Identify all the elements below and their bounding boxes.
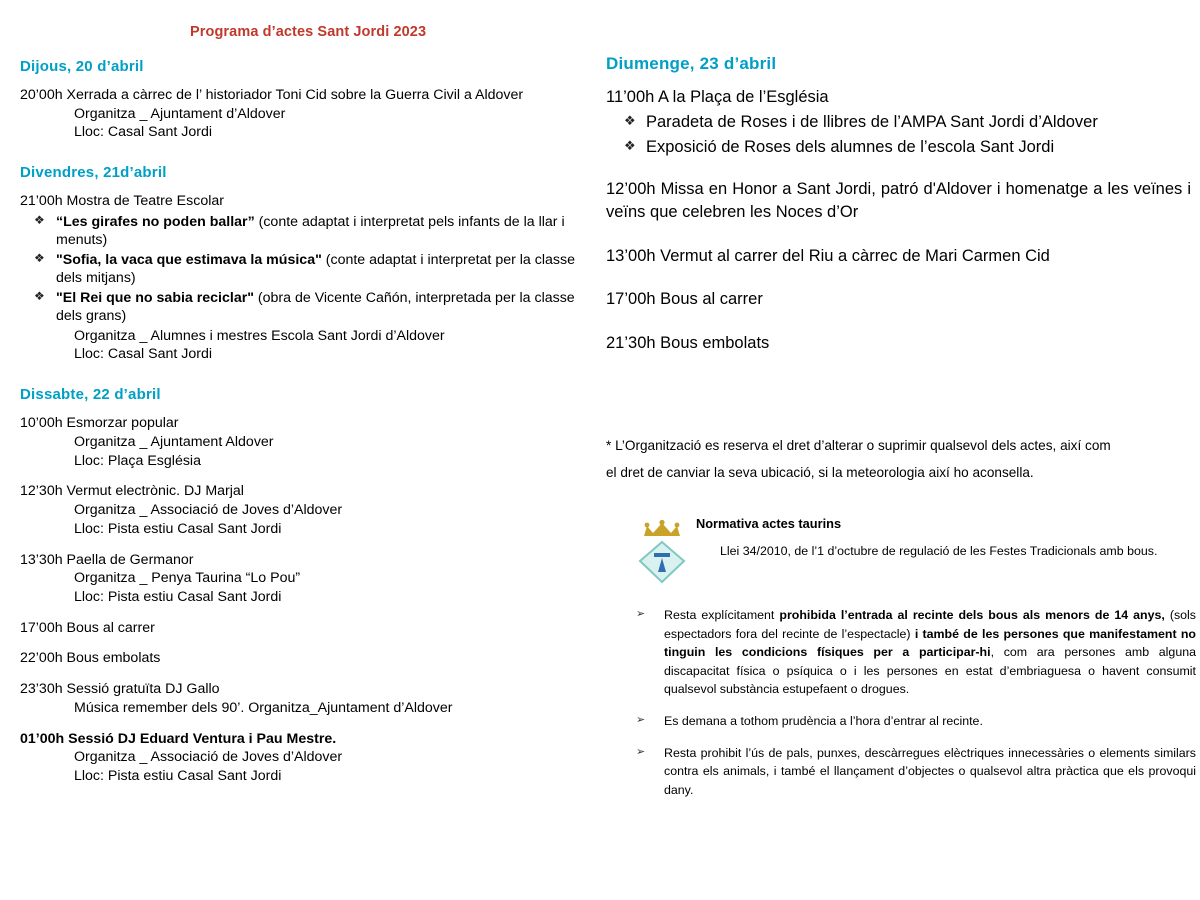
diamond-bullet-icon: ❖ (624, 113, 636, 129)
diamond-bullet-icon: ❖ (34, 288, 45, 303)
entry-main-text: 22’00h Bous embolats (20, 650, 161, 667)
day-heading: Divendres, 21d’abril (20, 164, 167, 182)
bull-rules-list (606, 606, 1196, 799)
list-item-detail: (obra de Vicente Cañón, interpretada per la classe dels grans) (56, 289, 575, 325)
rule-text: , com ara persones amb alguna discapacitat física o psíquica o i les persones en estat d’embriaguesa o havent consumit qualsevol substància estupefaent o drogues. (664, 645, 1196, 697)
schedule-entry (606, 245, 1191, 268)
list-item-label: Paradeta de Roses i de llibres de l’AMPA Sant Jordi d’Aldover (646, 113, 1098, 132)
list-item (606, 744, 1196, 800)
entry-bullet-list (20, 213, 590, 326)
schedule-entry (606, 86, 1191, 158)
bull-rules-header (606, 516, 1196, 592)
rule-text: Es demana a tothom prudència a l’hora d’entrar al recinte. (664, 714, 983, 729)
day-heading: Dijous, 20 d’abril (20, 58, 144, 75)
entry-main-text: 20’00h Xerrada a càrrec de l’ historiador Toni Cid sobre la Guerra Civil a Aldover (20, 87, 524, 103)
disclaimer-line-2: el dret de canviar la seva ubicació, si la meteorologia així ho aconsella. (606, 465, 1034, 481)
diamond-bullet-icon: ❖ (34, 250, 45, 265)
entry-main-text: 12’00h Missa en Honor a Sant Jordi, patró d'Aldover i homenatge a les veïnes i veïns que celebren les Noces d’Or (606, 179, 1191, 222)
entry-sub-text: Organitza _ Ajuntament d’Aldover (74, 105, 286, 122)
rule-emphasis: i també de les persones que manifestament no tinguin les condicions físiques per a participar-hi (664, 626, 1196, 660)
entry-sub-text: Organitza _ Ajuntament Aldover (74, 433, 274, 450)
entry-sub-text: Lloc: Pista estiu Casal Sant Jordi (74, 589, 282, 605)
entry-sub-text: Organitza _ Associació de Joves d’Aldover (74, 749, 343, 766)
list-item (606, 136, 1191, 158)
bull-rules-block (606, 510, 1196, 812)
schedule-entry (606, 178, 1191, 225)
left-column (20, 58, 590, 798)
schedule-entry (606, 332, 1191, 355)
schedule-entry (20, 86, 590, 142)
list-item (20, 251, 590, 288)
diamond-bullet-icon: ❖ (34, 212, 45, 227)
schedule-entry (606, 288, 1191, 311)
entry-main-text: 01’00h Sessió DJ Eduard Ventura i Pau Mestre. (20, 730, 337, 747)
entry-main-text: 23’30h Sessió gratuïta DJ Gallo (20, 681, 220, 698)
list-item (20, 213, 590, 250)
entry-main-text: 10’00h Esmorzar popular (20, 415, 179, 432)
list-item-label: Exposició de Roses dels alumnes de l’escola Sant Jordi (646, 137, 1055, 156)
list-item (606, 111, 1191, 133)
day-heading: Dissabte, 22 d’abril (20, 386, 161, 404)
schedule-entry (20, 414, 590, 470)
entry-sub-text: Lloc: Pista estiu Casal Sant Jordi (74, 768, 282, 785)
day-heading: Diumenge, 23 d’abril (606, 54, 777, 73)
entry-main-text: 13’00h Vermut al carrer del Riu a càrrec de Mari Carmen Cid (606, 246, 1050, 265)
entry-sub-text: Lloc: Plaça Església (74, 452, 201, 469)
list-item-detail: (conte adaptat i interpretat per la classe dels mitjans) (56, 251, 575, 287)
list-item-title: "El Rei que no sabia reciclar" (56, 289, 254, 306)
list-item-detail: (conte adaptat i interpretat pels infants de la llar i menuts) (56, 213, 565, 249)
entry-main-text: 12’30h Vermut electrònic. DJ Marjal (20, 483, 244, 500)
schedule-entry (20, 680, 590, 717)
schedule-entry (20, 619, 590, 638)
entry-sub-text: Lloc: Pista estiu Casal Sant Jordi (74, 520, 282, 537)
entry-main-text: 21’00h Mostra de Teatre Escolar (20, 193, 224, 210)
arrow-bullet-icon: ➢ (636, 745, 646, 758)
arrow-bullet-icon: ➢ (636, 608, 646, 620)
list-item-title: "Sofia, la vaca que estimava la música" (56, 251, 322, 268)
schedule-entry (20, 551, 590, 607)
arrow-bullet-icon: ➢ (636, 714, 646, 727)
entry-sub-text: Organitza _ Penya Taurina “Lo Pou” (74, 570, 301, 587)
rule-text: Resta explícitament (664, 608, 780, 622)
rule-text: (sols espectadors fora del recinte de l’espectacle) (664, 608, 1196, 641)
entry-main-text: 17’00h Bous al carrer (606, 290, 763, 309)
diamond-bullet-icon: ❖ (624, 137, 636, 153)
entry-sub-text: Música remember dels 90’. Organitza_Ajuntament d’Aldover (74, 699, 453, 716)
entry-sub-text: Lloc: Casal Sant Jordi (74, 124, 213, 141)
bull-rules-law-reference: Llei 34/2010, de l’1 d’octubre de regulació de les Festes Tradicionals amb bous. (720, 544, 1158, 558)
list-item (20, 289, 590, 326)
entry-sub-text: Lloc: Casal Sant Jordi (74, 346, 213, 363)
coat-of-arms-icon (636, 520, 688, 584)
rule-text: Resta prohibit l’ús de pals, punxes, descàrregues elèctriques innecessàries o elements similars contra els animals, i també el llançament d’objectes o qualsevol altra pràctica que els provoqui dany. (664, 745, 1196, 797)
entry-main-text: 11’00h A la Plaça de l’Església (606, 88, 829, 106)
entry-main-text: 13’30h Paella de Germanor (20, 551, 194, 568)
disclaimer-line-1: * L’Organització es reserva el dret d’alterar o suprimir qualsevol dels actes, així com (606, 438, 1111, 453)
bull-rules-title: Normativa actes taurins (696, 516, 842, 531)
entry-bullet-list (606, 111, 1191, 158)
page-title: Programa d’actes Sant Jordi 2023 (190, 24, 427, 40)
rule-emphasis: prohibida l’entrada al recinte dels bous als menors de 14 anys, (779, 608, 1165, 622)
entry-sub-text: Organitza _ Associació de Joves d’Aldover (74, 502, 343, 519)
spacer (20, 376, 590, 386)
list-item (606, 606, 1196, 699)
list-item-title: “Les girafes no poden ballar” (56, 213, 255, 230)
schedule-entry (20, 192, 590, 364)
list-item (606, 712, 1196, 731)
entry-main-text: 21’30h Bous embolats (606, 333, 770, 352)
spacer (20, 154, 590, 164)
right-column (606, 54, 1191, 375)
schedule-entry (20, 482, 590, 538)
entry-sub-text: Organitza _ Alumnes i mestres Escola Sant Jordi d’Aldover (74, 327, 445, 344)
schedule-entry (20, 730, 590, 786)
entry-main-text: 17’00h Bous al carrer (20, 619, 155, 636)
organisation-disclaimer (606, 432, 1196, 486)
schedule-entry (20, 649, 590, 668)
